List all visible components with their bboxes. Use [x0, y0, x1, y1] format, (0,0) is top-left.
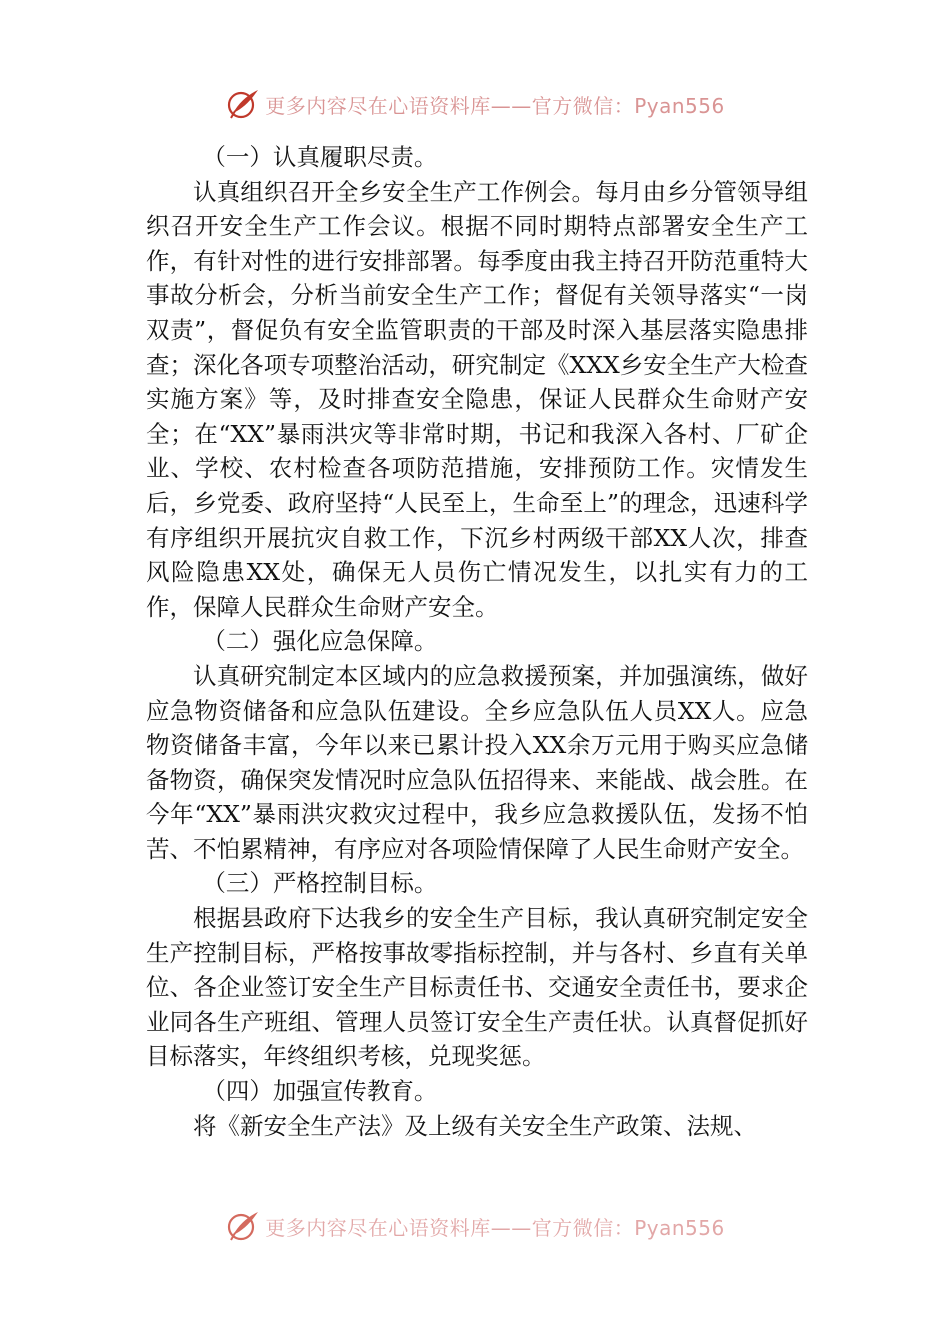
- section-heading: （三）严格控制目标。: [202, 869, 438, 898]
- footer-watermark: [0, 1206, 950, 1246]
- section-paragraph: 将《新安全生产法》及上级有关安全生产政策、法规、: [193, 1111, 757, 1140]
- section-paragraph: 认真组织召开全乡安全生产工作例会。每月由乡分管领导组织召开安全生产工作会议。根据不同时期特点部署安全生产工作，有针对性的进行安排部署。每季度由我主持召开防范重特大事故分析会，分析当前安全生产工作；督促有关领导落实“一岗双责”，督促负有安全监管职责的干部及时深入基层落实隐患排查；深化各项专项整治活动，研究制定《XXX乡安全生产大检查实施方案》等，及时排查安全隐患，保证人民群众生命财产安全；在“XX”暴雨洪灾等非常时期，书记和我深入各村、厂矿企业、学校、农村检查各项防范措施，安排预防工作。灾情发生后，乡党委、政府坚持“人民至上，生命至上”的理念，迅速科学有序组织开展抗灾自救工作，下沉乡村两级干部XX人次，排查风险隐患XX处，确保无人员伤亡情况发生，以扎实有力的工作，保障人民群众生命财产安全。: [146, 177, 808, 621]
- section-heading: （四）加强宣传教育。: [202, 1077, 438, 1106]
- section-heading: （一）认真履职尽责。: [202, 143, 438, 171]
- section-paragraph: 根据县政府下达我乡的安全生产目标，我认真研究制定安全生产控制目标，严格按事故零指标控制，并与各村、乡直有关单位、各企业签订安全生产目标责任书、交通安全责任书，要求企业同各生产班组、管理人员签订安全生产责任状。认真督促抓好目标落实，年终组织考核，兑现奖惩。: [146, 904, 808, 1071]
- quill-pen-logo-icon: [225, 1209, 261, 1243]
- document-body: [146, 140, 808, 1143]
- section-paragraph: 认真研究制定本区域内的应急救援预案，并加强演练，做好应急物资储备和应急队伍建设。全乡应急队伍人员XX人。应急物资储备丰富，今年以来已累计投入XX余万元用于购买应急储备物资，确保突发情况时应急队伍招得来、来能战、战会胜。在今年“XX”暴雨洪灾救灾过程中，我乡应急救援队伍，发扬不怕苦、不怕累精神，有序应对各项险情保障了人民生命财产安全。: [146, 661, 808, 863]
- section-heading: （二）强化应急保障。: [202, 627, 438, 656]
- watermark-text: 更多内容尽在心语资料库——官方微信：Pyan556: [265, 1215, 725, 1240]
- header-watermark: [0, 84, 950, 124]
- watermark-text: 更多内容尽在心语资料库——官方微信：Pyan556: [265, 93, 725, 118]
- quill-pen-logo-icon: [225, 87, 261, 121]
